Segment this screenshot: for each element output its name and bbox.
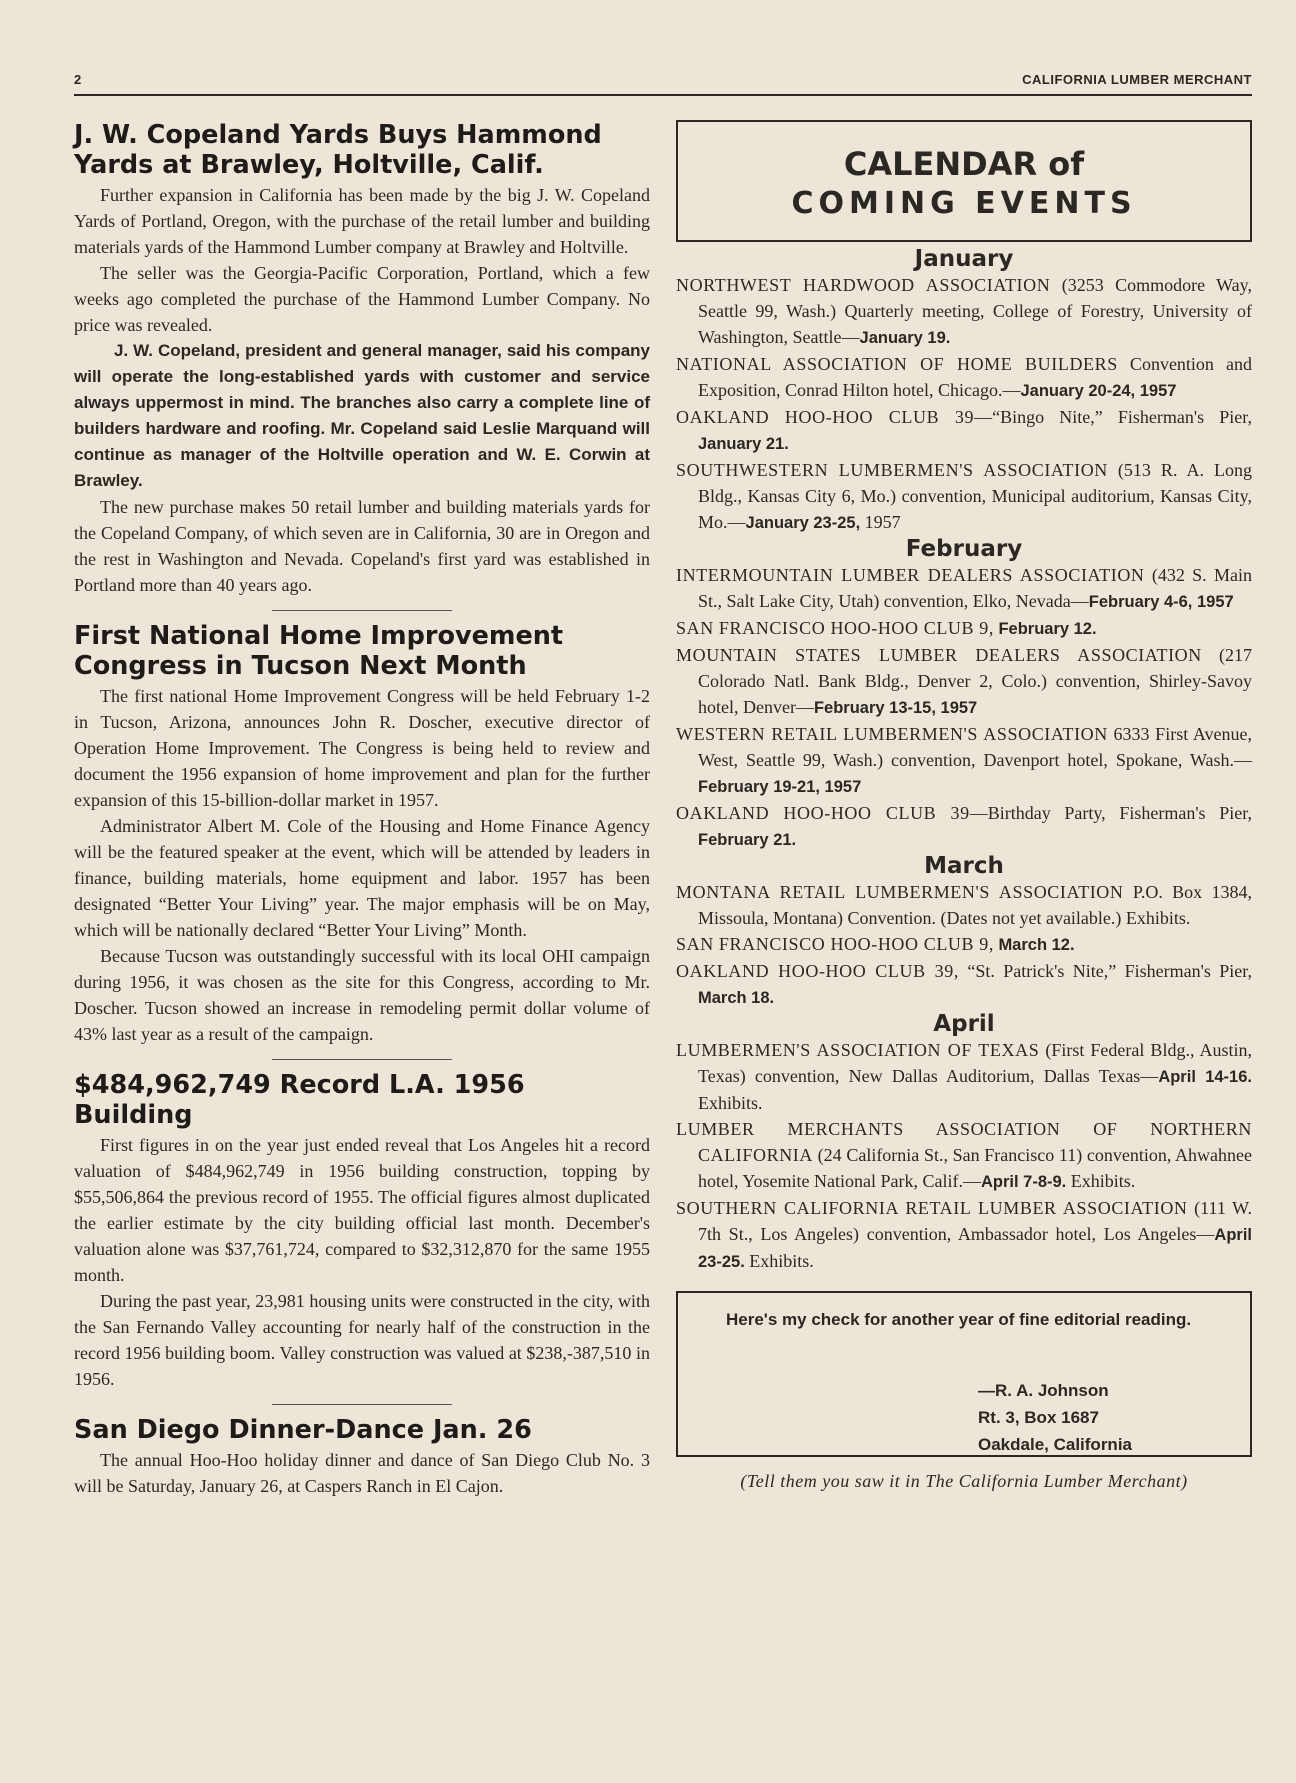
signature-address-line: Oakdale, California bbox=[978, 1435, 1132, 1454]
event-date: February 19-21, 1957 bbox=[698, 778, 862, 796]
event-organization: MONTANA RETAIL LUMBERMEN'S ASSOCIATION bbox=[676, 882, 1124, 902]
calendar-event bbox=[676, 721, 1252, 800]
article-divider bbox=[272, 610, 452, 611]
article-headline bbox=[74, 621, 650, 681]
event-details: “St. Patrick's Nite,” Fisherman's Pier, bbox=[958, 961, 1252, 981]
signature-address-line: Rt. 3, Box 1687 bbox=[978, 1408, 1099, 1427]
headline-line: Congress in Tucson Next Month bbox=[74, 651, 527, 681]
event-organization: SOUTHWESTERN LUMBERMEN'S ASSOCIATION bbox=[676, 460, 1108, 480]
event-date: March 18. bbox=[698, 989, 775, 1007]
calendar-event bbox=[676, 958, 1252, 1011]
reader-note-signature bbox=[978, 1377, 1132, 1458]
tagline: (Tell them you saw it in The California Lumber Merchant) bbox=[740, 1471, 1188, 1491]
calendar-list bbox=[676, 246, 1252, 1275]
page-number: 2 bbox=[74, 72, 82, 87]
article-paragraph: The seller was the Georgia-Pacific Corporation, Portland, which a few weeks ago completed the purchase of the Hammond Lumber Company. No price was revealed. bbox=[74, 263, 650, 335]
article-headline: $484,962,749 Record L.A. 1956 Building bbox=[74, 1070, 525, 1130]
event-date: April 7-8-9. bbox=[980, 1173, 1067, 1191]
calendar-event bbox=[676, 562, 1252, 615]
event-organization: LUMBERMEN'S ASSOCIATION OF TEXAS bbox=[676, 1040, 1040, 1060]
article-paragraph: The new purchase makes 50 retail lumber and building materials yards for the Copeland Company, of which seven are in California, 30 are in Oregon and the rest in Washington and Nevada. Copeland's first yard was established in Portland more than 40 years ago. bbox=[74, 497, 650, 595]
event-organization: MOUNTAIN STATES LUMBER DEALERS ASSOCIATION bbox=[676, 645, 1202, 665]
calendar-event bbox=[676, 615, 1252, 642]
event-details: —“Bingo Nite,” Fisherman's Pier, bbox=[974, 407, 1252, 427]
event-details: (3253 Commodore Way, Seattle 99, Wash.) Quarterly meeting, College of Forestry, University of Washington, Seattle— bbox=[698, 275, 1252, 347]
calendar-event bbox=[676, 1037, 1252, 1116]
calendar-month-heading: January bbox=[914, 246, 1014, 272]
event-date: January 21. bbox=[698, 435, 789, 453]
calendar-event bbox=[676, 404, 1252, 457]
headline-line: Yards at Brawley, Holtville, Calif. bbox=[74, 150, 544, 180]
event-organization: WESTERN RETAIL LUMBERMEN'S ASSOCIATION bbox=[676, 724, 1108, 744]
event-organization: OAKLAND HOO-HOO CLUB 39, bbox=[676, 961, 959, 981]
event-organization: OAKLAND HOO-HOO CLUB 39 bbox=[676, 803, 970, 823]
calendar-subtitle: COMING EVENTS bbox=[791, 186, 1137, 221]
event-organization: OAKLAND HOO-HOO CLUB 39 bbox=[676, 407, 975, 427]
event-date: January 20-24, 1957 bbox=[1020, 382, 1177, 400]
calendar-event bbox=[676, 1116, 1252, 1195]
article-paragraph: First figures in on the year just ended reveal that Los Angeles hit a record valuation of $484,962,749 in 1956 building construction, topping by $55,506,864 the previous record of 1955. The official figures almost duplicated the earlier estimate by the city building official last month. December's valuation alone was $37,761,724, compared to $32,312,870 for the same 1955 month. bbox=[74, 1135, 650, 1285]
calendar-event bbox=[676, 879, 1252, 931]
event-date: April 23-25. bbox=[698, 1226, 1252, 1271]
event-details: (111 W. 7th St., Los Angeles) convention, Ambassador hotel, Los Angeles— bbox=[698, 1198, 1252, 1244]
event-organization: SAN FRANCISCO HOO-HOO CLUB 9, bbox=[676, 934, 994, 954]
article-paragraph: During the past year, 23,981 housing units were constructed in the city, with the San Fernando Valley accounting for nearly half of the construction in the record 1956 building boom. Valley construction was valued at $238,-387,510 in 1956. bbox=[74, 1291, 650, 1389]
article-copeland bbox=[74, 120, 650, 598]
publication-name: CALIFORNIA LUMBER MERCHANT bbox=[1022, 72, 1252, 87]
event-organization: INTERMOUNTAIN LUMBER DEALERS ASSOCIATION bbox=[676, 565, 1145, 585]
headline-line: First National Home Improvement bbox=[74, 621, 564, 651]
event-details: —Birthday Party, Fisherman's Pier, bbox=[969, 803, 1252, 823]
event-details: P.O. Box 1384, Missoula, Montana) Convention. (Dates not yet available.) Exhibits. bbox=[698, 882, 1252, 928]
event-date: February 13-15, 1957 bbox=[813, 699, 978, 717]
event-tail: Exhibits. bbox=[744, 1251, 814, 1271]
event-organization: NORTHWEST HARDWOOD ASSOCIATION bbox=[676, 275, 1051, 295]
left-column bbox=[74, 120, 650, 1499]
article-san-diego bbox=[74, 1415, 650, 1499]
event-organization: NATIONAL ASSOCIATION OF HOME BUILDERS bbox=[676, 354, 1118, 374]
calendar-month-heading: February bbox=[905, 536, 1023, 562]
event-details: (First Federal Bldg., Austin, Texas) convention, New Dallas Auditorium, Dallas Texas— bbox=[698, 1040, 1252, 1086]
event-organization: LUMBER MERCHANTS ASSOCIATION OF NORTHERN CALIFORNIA bbox=[676, 1119, 1252, 1165]
event-organization: SOUTHERN CALIFORNIA RETAIL LUMBER ASSOCIATION bbox=[676, 1198, 1188, 1218]
calendar-event bbox=[676, 1195, 1252, 1275]
article-paragraph-bold: J. W. Copeland, president and general manager, said his company will operate the long-established yards with customer and service always uppermost in mind. The branches also carry a complete line of builders hardware and roofing. Mr. Copeland said Leslie Marquand will continue as manager of the Holtville operation and W. E. Corwin at Brawley. bbox=[74, 341, 650, 490]
event-tail: Exhibits. bbox=[698, 1093, 763, 1113]
signature-name: —R. A. Johnson bbox=[978, 1381, 1109, 1400]
reader-note-box bbox=[676, 1291, 1252, 1457]
calendar-event bbox=[676, 351, 1252, 404]
event-details: (24 California St., San Francisco 11) convention, Ahwahnee hotel, Yosemite National Park, Calif.— bbox=[698, 1145, 1252, 1191]
event-tail: 1957 bbox=[860, 512, 901, 532]
article-divider bbox=[272, 1059, 452, 1060]
article-la-building bbox=[74, 1070, 650, 1392]
calendar-month-heading: March bbox=[924, 853, 1004, 879]
article-paragraph: Further expansion in California has been made by the big J. W. Copeland Yards of Portland, Oregon, with the purchase of the retail lumber and building materials yards of the Hammond Lumber company at Brawley and Holtville. bbox=[74, 185, 650, 257]
event-details: (513 R. A. Long Bldg., Kansas City 6, Mo.) convention, Municipal auditorium, Kansas City, Mo.— bbox=[698, 460, 1252, 532]
article-headline bbox=[74, 120, 650, 180]
event-date: February 21. bbox=[698, 831, 797, 849]
headline-line: J. W. Copeland Yards Buys Hammond bbox=[74, 120, 602, 150]
article-paragraph: Administrator Albert M. Cole of the Housing and Home Finance Agency will be the featured speaker at the event, which will be attended by leaders in finance, building materials, home equipment and labor. 1957 has been designated “Better Your Living” year. The major emphasis will be on May, which will be nationally declared “Better Your Living” Month. bbox=[74, 816, 650, 940]
calendar-event bbox=[676, 931, 1252, 958]
calendar-event bbox=[676, 800, 1252, 853]
event-details: 6333 First Avenue, West, Seattle 99, Wash.) convention, Davenport hotel, Spokane, Wash.— bbox=[698, 724, 1252, 770]
event-details: Convention and Exposition, Conrad Hilton hotel, Chicago.— bbox=[698, 354, 1252, 400]
calendar-event bbox=[676, 642, 1252, 721]
event-details: (432 S. Main St., Salt Lake City, Utah) convention, Elko, Nevada— bbox=[698, 565, 1253, 611]
calendar-event bbox=[676, 272, 1252, 351]
calendar-title: CALENDAR of bbox=[843, 145, 1085, 183]
right-column bbox=[676, 120, 1252, 1492]
event-date: February 12. bbox=[998, 620, 1097, 638]
calendar-event bbox=[676, 457, 1252, 536]
page-header bbox=[74, 70, 1252, 96]
event-tail: Exhibits. bbox=[1066, 1171, 1136, 1191]
article-home-improvement bbox=[74, 621, 650, 1047]
calendar-title-box bbox=[676, 120, 1252, 242]
event-date: February 4-6, 1957 bbox=[1088, 593, 1234, 611]
article-paragraph: The first national Home Improvement Congress will be held February 1-2 in Tucson, Arizona, announces John R. Doscher, executive director of Operation Home Improvement. The Congress is being held to review and document the 1956 expansion of home improvement and plan for the further expansion of this 15-billion-dollar market in 1957. bbox=[74, 686, 650, 810]
article-paragraph: Because Tucson was outstandingly successful with its local OHI campaign during 1956, it was chosen as the site for this Congress, according to Mr. Doscher. Tucson showed an increase in remodeling permit dollar volume of 43% last year as a result of the campaign. bbox=[74, 946, 650, 1044]
calendar-month-heading: April bbox=[933, 1011, 995, 1037]
event-date: January 23-25, bbox=[745, 514, 861, 532]
event-organization: SAN FRANCISCO HOO-HOO CLUB 9, bbox=[676, 618, 994, 638]
article-headline: San Diego Dinner-Dance Jan. 26 bbox=[74, 1415, 532, 1445]
article-paragraph: The annual Hoo-Hoo holiday dinner and dance of San Diego Club No. 3 will be Saturday, January 26, at Caspers Ranch in El Cajon. bbox=[74, 1450, 650, 1496]
reader-note-message: Here's my check for another year of fine editorial reading. bbox=[726, 1310, 1192, 1329]
article-divider bbox=[272, 1404, 452, 1405]
event-date: March 12. bbox=[998, 936, 1075, 954]
event-details: (217 Colorado Natl. Bank Bldg., Denver 2, Colo.) convention, Shirley-Savoy hotel, Denver— bbox=[698, 645, 1253, 717]
event-date: April 14-16. bbox=[1158, 1068, 1252, 1086]
event-date: January 19. bbox=[859, 329, 951, 347]
